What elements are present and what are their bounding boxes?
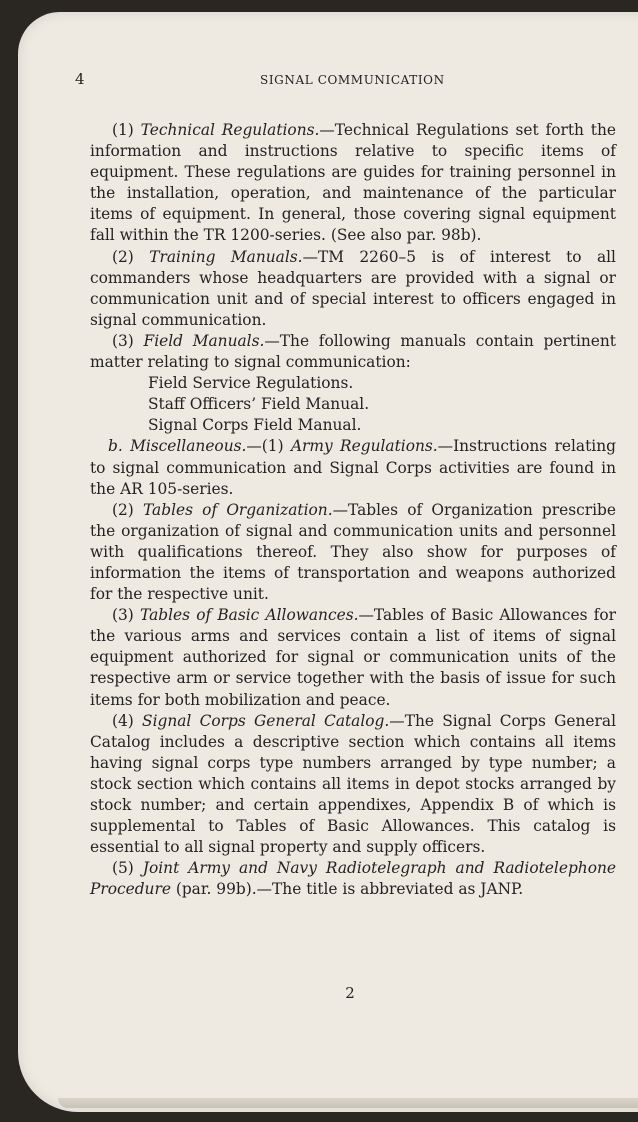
- heading-army-regulations: Army Regulations.: [290, 437, 438, 456]
- page-number: 4: [75, 70, 85, 88]
- heading-tables-of-basic-allowances: Tables of Basic Allowances.: [140, 606, 359, 625]
- heading-technical-regulations: Technical Regulations.: [140, 121, 320, 139]
- paragraph-training-manuals: (2) Training Manuals.—TM 2260–5 is of interest to all commanders whose headquarters are provided with a signal or communication unit and of special interest to officers engaged in signal communication.: [90, 247, 616, 329]
- paragraph-tables-of-basic-allowances: (3) Tables of Basic Allowances.—Tables of Basic Allowances for the various arms and services contain a list of items of signal equipment authorized for signal or communication units of the respective arm or service together with the basis of issue for such items for both mobilization and peace.: [90, 606, 616, 709]
- list-item: Field Service Regulations.: [148, 374, 354, 393]
- heading-janp: Joint Army and Navy Radiotelegraph and Radiotelephone Procedure: [90, 859, 616, 899]
- heading-signal-corps-catalog: Signal Corps General Catalog.: [142, 711, 390, 730]
- body-text: [90, 120, 616, 900]
- running-head: SIGNAL COMMUNICATION: [260, 73, 445, 87]
- paragraph-miscellaneous: b. Miscellaneous.—(1) Army Regulations.—Instructions relating to signal communication and Signal Corps activities are found in the AR 105-series.: [90, 437, 616, 498]
- page-edge: [58, 1098, 638, 1108]
- list-item: Signal Corps Field Manual.: [148, 416, 362, 435]
- manuals-list: [90, 373, 616, 436]
- paragraph-janp: (5) Joint Army and Navy Radiotelegraph and Radiotelephone Procedure (par. 99b).—The title is abbreviated as JANP.: [90, 859, 616, 899]
- heading-miscellaneous: b. Miscellaneous.: [108, 437, 247, 456]
- heading-field-manuals: Field Manuals.: [143, 331, 265, 350]
- list-item: Staff Officers’ Field Manual.: [148, 395, 370, 414]
- paragraph-technical-regulations: (1) Technical Regulations.—Technical Regulations set forth the information and instructions relative to specific items of equipment. These regulations are guides for training personnel in the installation, operation, and maintenance of the particular items of equipment. In general, those covering signal equipment fall within the TR 1200-series. (See also par. 98b).: [90, 121, 616, 245]
- folio-number: 2: [345, 984, 355, 1002]
- paragraph-field-manuals: (3) Field Manuals.—The following manuals contain pertinent matter relating to signal communication:: [90, 331, 616, 372]
- heading-training-manuals: Training Manuals.: [149, 247, 303, 266]
- paragraph-signal-corps-catalog: (4) Signal Corps General Catalog.—The Signal Corps General Catalog includes a descriptive section which contains all items having signal corps type numbers arranged by type number; a stock section which contains all items in depot stocks arranged by stock number; and certain appendixes, Appendix B of which is supplemental to Tables of Basic Allowances. This catalog is essential to all signal property and supply officers.: [90, 711, 616, 857]
- page-header: [75, 70, 615, 94]
- heading-tables-of-organization: Tables of Organization.: [142, 500, 333, 519]
- paragraph-tables-of-organization: (2) Tables of Organization.—Tables of Organization prescribe the organization of signal and communication units and personnel with qualifications thereof. They also show for purposes of information the items of transportation and weapons authorized for the respective unit.: [90, 500, 616, 604]
